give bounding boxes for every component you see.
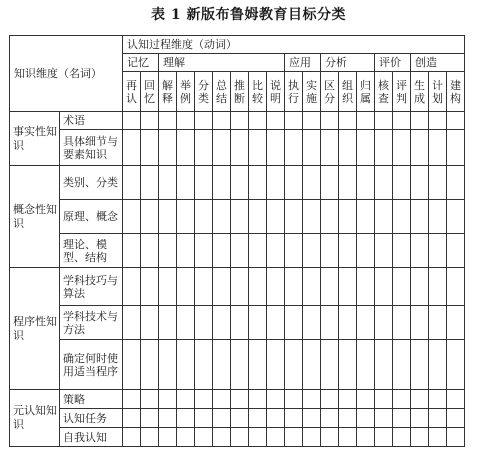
empty-cell	[321, 112, 339, 130]
empty-cell	[303, 340, 321, 390]
empty-cell	[375, 390, 393, 409]
table-row	[10, 130, 465, 166]
empty-cell	[231, 390, 249, 409]
empty-cell	[411, 112, 429, 130]
empty-cell	[195, 340, 213, 390]
empty-cell	[321, 340, 339, 390]
empty-cell	[267, 268, 285, 306]
verb-header: 生成	[411, 72, 429, 112]
empty-cell	[249, 200, 267, 234]
empty-cell	[285, 234, 303, 268]
empty-cell	[321, 234, 339, 268]
empty-cell	[267, 409, 285, 428]
empty-cell	[141, 340, 159, 390]
empty-cell	[267, 340, 285, 390]
empty-cell	[303, 166, 321, 200]
group-header: 创造	[411, 54, 465, 72]
knowledge-subtype: 具体细节与要素知识	[60, 130, 123, 166]
empty-cell	[159, 166, 177, 200]
empty-cell	[411, 268, 429, 306]
empty-cell	[123, 130, 141, 166]
empty-cell	[177, 340, 195, 390]
knowledge-subtype: 策略	[60, 390, 123, 409]
knowledge-category: 概念性知识	[10, 166, 60, 268]
empty-cell	[195, 234, 213, 268]
empty-cell	[123, 166, 141, 200]
knowledge-subtype: 自我认知	[60, 428, 123, 447]
empty-cell	[393, 112, 411, 130]
empty-cell	[123, 340, 141, 390]
empty-cell	[285, 112, 303, 130]
empty-cell	[231, 409, 249, 428]
verb-header: 归属	[357, 72, 375, 112]
empty-cell	[267, 390, 285, 409]
empty-cell	[393, 428, 411, 447]
empty-cell	[375, 268, 393, 306]
empty-cell	[177, 306, 195, 340]
empty-cell	[141, 268, 159, 306]
empty-cell	[177, 390, 195, 409]
empty-cell	[123, 409, 141, 428]
empty-cell	[141, 409, 159, 428]
empty-cell	[357, 268, 375, 306]
empty-cell	[375, 409, 393, 428]
knowledge-subtype: 确定何时使用适当程序	[60, 340, 123, 390]
empty-cell	[249, 234, 267, 268]
empty-cell	[303, 234, 321, 268]
empty-cell	[177, 234, 195, 268]
empty-cell	[213, 112, 231, 130]
bloom-taxonomy-table-wrapper	[9, 35, 465, 447]
verb-header: 计划	[429, 72, 447, 112]
verb-header: 说明	[267, 72, 285, 112]
empty-cell	[249, 130, 267, 166]
table-row	[10, 234, 465, 268]
empty-cell	[159, 340, 177, 390]
knowledge-dimension-header: 知识维度（名词）	[10, 36, 123, 112]
empty-cell	[213, 428, 231, 447]
empty-cell	[339, 234, 357, 268]
empty-cell	[375, 130, 393, 166]
empty-cell	[447, 130, 465, 166]
empty-cell	[429, 306, 447, 340]
empty-cell	[213, 306, 231, 340]
knowledge-subtype: 原理、概念	[60, 200, 123, 234]
empty-cell	[177, 166, 195, 200]
empty-cell	[177, 130, 195, 166]
empty-cell	[249, 390, 267, 409]
empty-cell	[267, 234, 285, 268]
empty-cell	[123, 268, 141, 306]
empty-cell	[411, 166, 429, 200]
empty-cell	[429, 390, 447, 409]
table-row	[10, 268, 465, 306]
empty-cell	[303, 268, 321, 306]
empty-cell	[285, 409, 303, 428]
empty-cell	[159, 409, 177, 428]
empty-cell	[231, 130, 249, 166]
empty-cell	[285, 306, 303, 340]
empty-cell	[429, 234, 447, 268]
empty-cell	[393, 409, 411, 428]
verb-header: 组织	[339, 72, 357, 112]
empty-cell	[321, 166, 339, 200]
empty-cell	[141, 166, 159, 200]
empty-cell	[321, 130, 339, 166]
empty-cell	[339, 112, 357, 130]
empty-cell	[411, 409, 429, 428]
empty-cell	[375, 340, 393, 390]
empty-cell	[231, 112, 249, 130]
empty-cell	[375, 306, 393, 340]
empty-cell	[447, 390, 465, 409]
empty-cell	[393, 390, 411, 409]
empty-cell	[357, 234, 375, 268]
empty-cell	[231, 234, 249, 268]
empty-cell	[213, 234, 231, 268]
empty-cell	[195, 130, 213, 166]
knowledge-category: 程序性知识	[10, 268, 60, 390]
empty-cell	[141, 200, 159, 234]
empty-cell	[303, 200, 321, 234]
table-row	[10, 306, 465, 340]
empty-cell	[177, 112, 195, 130]
verb-header: 推断	[231, 72, 249, 112]
knowledge-subtype: 类别、分类	[60, 166, 123, 200]
empty-cell	[285, 390, 303, 409]
empty-cell	[159, 234, 177, 268]
empty-cell	[411, 390, 429, 409]
empty-cell	[285, 200, 303, 234]
empty-cell	[285, 428, 303, 447]
empty-cell	[231, 268, 249, 306]
empty-cell	[321, 268, 339, 306]
empty-cell	[267, 200, 285, 234]
empty-cell	[393, 234, 411, 268]
empty-cell	[195, 112, 213, 130]
empty-cell	[411, 234, 429, 268]
empty-cell	[141, 234, 159, 268]
empty-cell	[231, 306, 249, 340]
knowledge-category: 事实性知识	[10, 112, 60, 166]
verb-header: 举例	[177, 72, 195, 112]
empty-cell	[303, 112, 321, 130]
empty-cell	[393, 130, 411, 166]
knowledge-subtype: 理论、模型、结构	[60, 234, 123, 268]
empty-cell	[357, 166, 375, 200]
empty-cell	[123, 112, 141, 130]
empty-cell	[159, 200, 177, 234]
empty-cell	[357, 112, 375, 130]
table-row	[10, 409, 465, 428]
empty-cell	[393, 340, 411, 390]
empty-cell	[303, 428, 321, 447]
group-header: 应用	[285, 54, 321, 72]
verb-header: 实施	[303, 72, 321, 112]
empty-cell	[285, 166, 303, 200]
empty-cell	[375, 234, 393, 268]
empty-cell	[375, 112, 393, 130]
empty-cell	[195, 409, 213, 428]
empty-cell	[267, 166, 285, 200]
empty-cell	[375, 166, 393, 200]
empty-cell	[141, 112, 159, 130]
knowledge-subtype: 学科技术与方法	[60, 306, 123, 340]
empty-cell	[267, 112, 285, 130]
empty-cell	[213, 166, 231, 200]
empty-cell	[285, 268, 303, 306]
empty-cell	[231, 428, 249, 447]
empty-cell	[123, 234, 141, 268]
empty-cell	[123, 306, 141, 340]
empty-cell	[177, 268, 195, 306]
empty-cell	[231, 166, 249, 200]
empty-cell	[357, 130, 375, 166]
empty-cell	[339, 340, 357, 390]
empty-cell	[447, 409, 465, 428]
empty-cell	[411, 306, 429, 340]
verb-header: 解释	[159, 72, 177, 112]
empty-cell	[159, 306, 177, 340]
empty-cell	[231, 200, 249, 234]
empty-cell	[159, 428, 177, 447]
empty-cell	[339, 428, 357, 447]
verb-header: 执行	[285, 72, 303, 112]
empty-cell	[249, 268, 267, 306]
empty-cell	[123, 390, 141, 409]
empty-cell	[447, 166, 465, 200]
table-row	[10, 390, 465, 409]
empty-cell	[213, 130, 231, 166]
empty-cell	[375, 200, 393, 234]
empty-cell	[249, 340, 267, 390]
empty-cell	[447, 268, 465, 306]
group-header: 记忆	[123, 54, 159, 72]
knowledge-subtype: 学科技巧与算法	[60, 268, 123, 306]
empty-cell	[339, 166, 357, 200]
empty-cell	[213, 268, 231, 306]
empty-cell	[447, 428, 465, 447]
empty-cell	[249, 112, 267, 130]
verb-header: 再认	[123, 72, 141, 112]
knowledge-subtype: 认知任务	[60, 409, 123, 428]
empty-cell	[375, 428, 393, 447]
empty-cell	[123, 200, 141, 234]
empty-cell	[159, 268, 177, 306]
empty-cell	[321, 200, 339, 234]
empty-cell	[303, 409, 321, 428]
empty-cell	[339, 390, 357, 409]
empty-cell	[447, 306, 465, 340]
group-header: 理解	[159, 54, 285, 72]
group-header: 分析	[321, 54, 375, 72]
empty-cell	[195, 390, 213, 409]
empty-cell	[429, 166, 447, 200]
empty-cell	[447, 112, 465, 130]
empty-cell	[321, 428, 339, 447]
empty-cell	[357, 306, 375, 340]
empty-cell	[213, 390, 231, 409]
empty-cell	[141, 428, 159, 447]
empty-cell	[213, 200, 231, 234]
empty-cell	[357, 428, 375, 447]
empty-cell	[339, 130, 357, 166]
empty-cell	[339, 306, 357, 340]
empty-cell	[267, 428, 285, 447]
empty-cell	[213, 409, 231, 428]
empty-cell	[411, 340, 429, 390]
empty-cell	[267, 306, 285, 340]
empty-cell	[303, 306, 321, 340]
empty-cell	[339, 268, 357, 306]
empty-cell	[321, 409, 339, 428]
empty-cell	[411, 130, 429, 166]
empty-cell	[303, 130, 321, 166]
empty-cell	[213, 340, 231, 390]
verb-header: 区分	[321, 72, 339, 112]
knowledge-category: 元认知知识	[10, 390, 60, 447]
empty-cell	[195, 268, 213, 306]
table-row	[10, 428, 465, 447]
empty-cell	[393, 166, 411, 200]
empty-cell	[429, 340, 447, 390]
group-header: 评价	[375, 54, 411, 72]
empty-cell	[429, 268, 447, 306]
empty-cell	[429, 200, 447, 234]
verb-header: 建构	[447, 72, 465, 112]
empty-cell	[231, 340, 249, 390]
table-title: 表 1 新版布鲁姆教育目标分类	[151, 7, 346, 23]
empty-cell	[411, 200, 429, 234]
empty-cell	[411, 428, 429, 447]
empty-cell	[195, 428, 213, 447]
empty-cell	[177, 200, 195, 234]
empty-cell	[339, 200, 357, 234]
bloom-taxonomy-table	[9, 35, 465, 447]
empty-cell	[303, 390, 321, 409]
empty-cell	[429, 409, 447, 428]
empty-cell	[249, 428, 267, 447]
empty-cell	[267, 130, 285, 166]
empty-cell	[123, 428, 141, 447]
empty-cell	[429, 130, 447, 166]
table-row	[10, 166, 465, 200]
knowledge-subtype: 术语	[60, 112, 123, 130]
empty-cell	[447, 234, 465, 268]
verb-header: 分类	[195, 72, 213, 112]
empty-cell	[195, 306, 213, 340]
empty-cell	[357, 340, 375, 390]
empty-cell	[195, 200, 213, 234]
empty-cell	[141, 390, 159, 409]
empty-cell	[339, 409, 357, 428]
empty-cell	[393, 200, 411, 234]
empty-cell	[393, 268, 411, 306]
empty-cell	[159, 130, 177, 166]
empty-cell	[177, 409, 195, 428]
empty-cell	[321, 306, 339, 340]
table-row	[10, 340, 465, 390]
empty-cell	[429, 428, 447, 447]
empty-cell	[285, 130, 303, 166]
empty-cell	[447, 340, 465, 390]
empty-cell	[141, 306, 159, 340]
verb-header: 回忆	[141, 72, 159, 112]
table-row	[10, 112, 465, 130]
empty-cell	[357, 409, 375, 428]
empty-cell	[285, 340, 303, 390]
empty-cell	[141, 130, 159, 166]
empty-cell	[447, 200, 465, 234]
verb-header: 评判	[393, 72, 411, 112]
empty-cell	[249, 409, 267, 428]
verb-header: 比较	[249, 72, 267, 112]
table-row	[10, 200, 465, 234]
empty-cell	[357, 200, 375, 234]
empty-cell	[195, 166, 213, 200]
empty-cell	[357, 390, 375, 409]
empty-cell	[249, 306, 267, 340]
empty-cell	[159, 112, 177, 130]
empty-cell	[159, 390, 177, 409]
cognitive-process-header: 认知过程维度（动词）	[123, 36, 465, 54]
verb-header: 核查	[375, 72, 393, 112]
empty-cell	[393, 306, 411, 340]
empty-cell	[429, 112, 447, 130]
verb-header: 总结	[213, 72, 231, 112]
empty-cell	[249, 166, 267, 200]
empty-cell	[177, 428, 195, 447]
empty-cell	[321, 390, 339, 409]
